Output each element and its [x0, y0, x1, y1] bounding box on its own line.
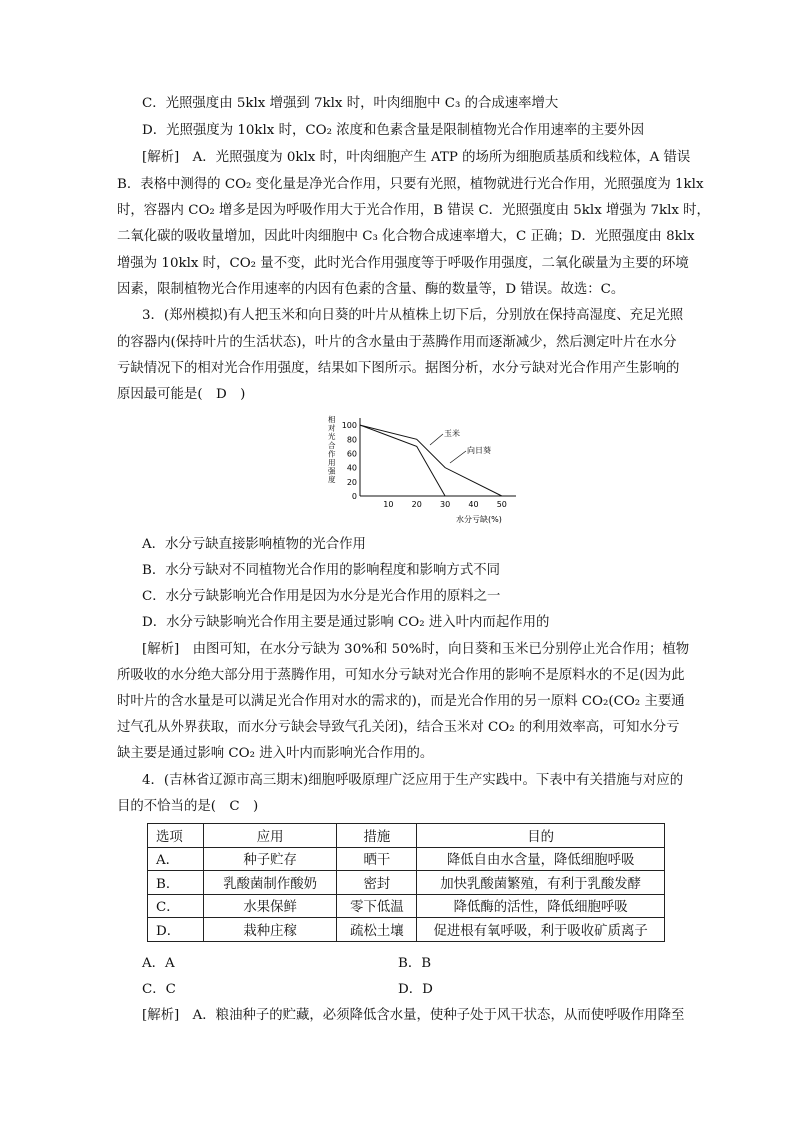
- y-tick-label: 80: [346, 435, 357, 445]
- table-header-row: [148, 824, 665, 848]
- q3-option-c: C．水分亏缺影响光合作用是因为水分是光合作用的原料之一: [142, 589, 501, 604]
- table-cell: 种子贮存: [203, 847, 337, 871]
- q3-option-d: D．水分亏缺影响光合作用主要是通过影响 CO₂ 进入叶内而起作用的: [142, 615, 550, 630]
- q4-stem-line: 4．(吉林省辽源市高三期末)细胞呼吸原理广泛应用于生产实践中。下表中有关措施与对应的: [142, 773, 684, 788]
- table-cell: C．: [148, 894, 204, 918]
- analysis-line: 增强为 10klx 时，CO₂ 量不变，此时光合作用强度等于呼吸作用强度，二氧化碳量为主要的环境: [117, 256, 689, 271]
- y-tick-label: 60: [346, 449, 357, 459]
- analysis-line: 因素，限制植物光合作用速率的内因有色素的含量、酶的数量等，D 错误。故选：C。: [117, 282, 625, 297]
- table-row: [148, 847, 665, 871]
- chart-ylabel: 相对光合作用强度: [328, 415, 336, 485]
- q3-stem-line: 原因最可能是( D ): [117, 387, 246, 402]
- analysis-line: [解析] A．光照强度为 0klx 时，叶肉细胞产生 ATP 的场所为细胞质基质和线粒体，A 错误: [142, 150, 691, 165]
- table-row: [148, 918, 665, 942]
- q3-stem-line: 亏缺情况下的相对光合作用强度，结果如下图所示。据图分析，水分亏缺对光合作用产生影响的: [117, 361, 680, 376]
- legend-sunflower: 向日葵: [467, 446, 491, 455]
- q3-option-b: B．水分亏缺对不同植物光合作用的影响程度和影响方式不同: [142, 563, 500, 578]
- table-cell: B．: [148, 871, 204, 895]
- table-cell: A．: [148, 847, 204, 871]
- table-header: 应用: [203, 824, 337, 848]
- table-cell: 疏松土壤: [337, 918, 417, 942]
- analysis-line: 二氧化碳的吸收量增加，因此叶肉细胞中 C₃ 化合物合成速率增大，C 正确；D．光照强度由 8klx: [117, 229, 695, 244]
- q4-choice-d: D．D: [398, 982, 433, 997]
- table-cell: 乳酸菌制作酸奶: [203, 871, 337, 895]
- analysis-line: B．表格中测得的 CO₂ 变化量是净光合作用，只要有光照，植物就进行光合作用，光照强度为 1klx: [117, 177, 704, 192]
- q4-choice-c: C．C: [142, 982, 176, 997]
- chart-x-ticks: [383, 500, 507, 509]
- table-cell: 水果保鲜: [203, 894, 337, 918]
- table-header: 目的: [417, 824, 665, 848]
- x-tick-label: 30: [439, 500, 451, 509]
- series-line-corn: [360, 425, 502, 496]
- x-tick-label: 10: [383, 500, 394, 509]
- table-cell: 降低自由水含量，降低细胞呼吸: [417, 847, 665, 871]
- x-tick-label: 20: [411, 500, 422, 509]
- table-cell: 加快乳酸菌繁殖，有利于乳酸发酵: [417, 871, 665, 895]
- legend-sunflower-leader: [450, 451, 466, 463]
- chart-y-ticks: [342, 421, 357, 501]
- chart-series: [360, 425, 502, 496]
- table-row: [148, 871, 665, 895]
- q3-analysis-line: 所吸收的水分绝大部分用于蒸腾作用，可知水分亏缺对光合作用的影响不是原料水的不足(因为此: [117, 668, 685, 683]
- q4-stem-line: 目的不恰当的是( C ): [117, 799, 259, 814]
- q3-analysis-line: 缺主要是通过影响 CO₂ 进入叶内而影响光合作用的。: [117, 746, 434, 761]
- x-tick-label: 50: [496, 500, 507, 509]
- table-cell: 密封: [337, 871, 417, 895]
- table-cell: 促进根有氧呼吸，利于吸收矿质离子: [417, 918, 665, 942]
- q3-analysis-line: [解析] 由图可知，在水分亏缺为 30%和 50%时，向日葵和玉米已分别停止光合作用；植物: [142, 642, 690, 657]
- analysis-line: 时，容器内 CO₂ 增多是因为呼吸作用大于光合作用，B 错误 C．光照强度由 5klx 增强为 7klx 时，: [117, 203, 710, 218]
- q3-analysis-line: 过气孔从外界获取，而水分亏缺会导致气孔关闭)，结合玉米对 CO₂ 的利用效率高，可知水分亏: [117, 720, 680, 735]
- table-cell: 降低酶的活性，降低细胞呼吸: [417, 894, 665, 918]
- y-tick-label: 20: [346, 477, 357, 487]
- q3-stem-line: 3．(郑州模拟)有人把玉米和向日葵的叶片从植株上切下后，分别放在保持高湿度、充足光照: [142, 308, 684, 323]
- q4-choice-a: A．A: [142, 956, 175, 971]
- q3-analysis-line: 时叶片的含水量是可以满足光合作用对水的需求的)，而是光合作用的另一原料 CO₂(CO₂ 主要通: [117, 694, 685, 709]
- measures-table: [147, 823, 665, 942]
- table-cell: 零下低温: [337, 894, 417, 918]
- table-cell: 栽种庄稼: [203, 918, 337, 942]
- q4-choice-b: B．B: [398, 956, 432, 971]
- option-d: D．光照强度为 10klx 时，CO₂ 浓度和色素含量是限制植物光合作用速率的主要外因: [142, 123, 645, 138]
- chart-xlabel: 水分亏缺(%): [456, 515, 502, 524]
- table-cell: 晒干: [337, 847, 417, 871]
- x-tick-label: 40: [468, 500, 479, 509]
- table-cell: D．: [148, 918, 204, 942]
- q3-option-a: A．水分亏缺直接影响植物的光合作用: [142, 537, 366, 552]
- legend-corn-leader: [430, 434, 443, 445]
- q4-analysis-line: [解析] A．粮油种子的贮藏，必须降低含水量，使种子处于风干状态，从而使呼吸作用降至: [142, 1008, 685, 1023]
- y-tick-label: 40: [346, 463, 357, 473]
- option-c: C．光照强度由 5klx 增强到 7klx 时，叶肉细胞中 C₃ 的合成速率增大: [142, 96, 559, 111]
- table-header: 选项: [148, 824, 204, 848]
- legend-corn: 玉米: [444, 429, 460, 438]
- q3-stem-line: 的容器内(保持叶片的生活状态)，叶片的含水量由于蒸腾作用而逐渐减少，然后测定叶片在水分: [117, 335, 677, 350]
- y-tick-label: 100: [341, 421, 357, 431]
- table-header: 措施: [337, 824, 417, 848]
- y-tick-label: 0: [351, 492, 357, 501]
- table-row: [148, 894, 665, 918]
- photosynthesis-chart: [320, 408, 520, 528]
